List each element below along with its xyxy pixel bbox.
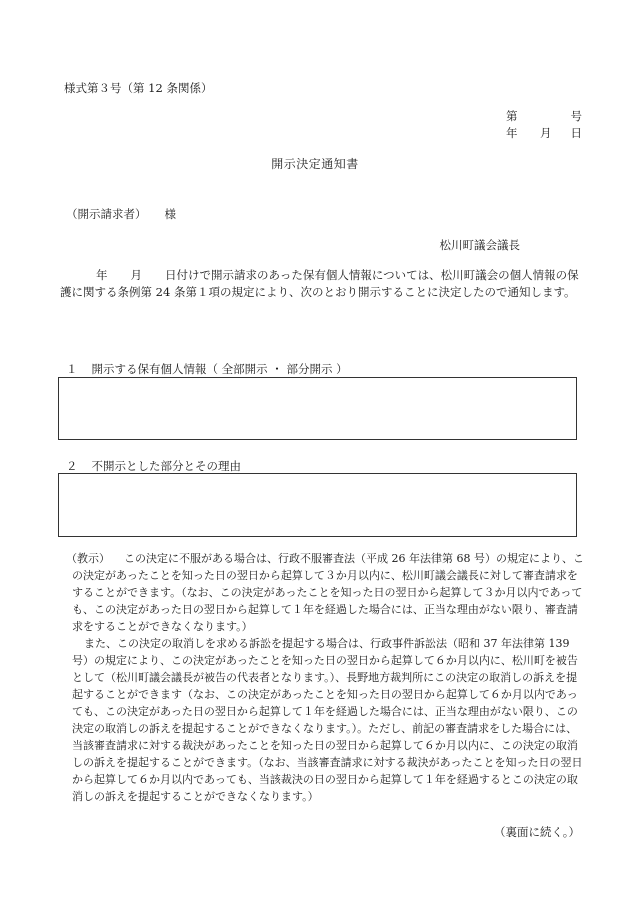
doc-number-dai: 第 xyxy=(506,109,518,123)
requester-suffix: 様 xyxy=(164,207,176,221)
section-2-label xyxy=(66,458,241,474)
date-day: 日 xyxy=(570,126,582,140)
issuer-name: 松川町議会議長 xyxy=(439,238,520,252)
notice-paragraph-2: また、この決定の取消しを求める訴訟を提起する場合は、行政事件訴訟法（昭和 37 年法律第 139 号）の規定により、この決定があったことを知った日の翌日から起算して６か月以内に、松川町を被告として（松川町議会議長が被告の代表者となります。）、長野地方裁判所にこの決定の取消しの訴えを提起することができます（なお、この決定があったことを知った日の翌日から起算して６か月以内であっても、この決定があった日の翌日から起算して１年を経過した場合には、正当な理由がない限り、この決定の取消しの訴えを提起することができなくなります。）。ただし、前記の審査請求をした場合には、当該審査請求に対する裁決があったことを知った日の翌日から起算して６か月以内に、この決定の取消しの訴えを提起することができます。（なお、当該審査請求に対する裁決があったことを知った日の翌日から起算して６か月以内であっても、当該裁決の日の翌日から起算して１年を経過するとこの決定の取消しの訴えを提起することができなくなります。） xyxy=(72,637,583,803)
body-text: 年 月 日付けで開示請求のあった保有個人情報については、松川町議会の個人情報の保護に関する条例第 24 条第１項の規定により、次のとおり開示することに決定したので通知します。 xyxy=(60,268,579,299)
notice-lead: （教示） xyxy=(66,552,110,565)
requester-line xyxy=(66,206,176,222)
document-number-line xyxy=(506,108,582,124)
section-1-text: 開示する保有個人情報（ 全部開示 ・ 部分開示 ） xyxy=(91,362,348,376)
section-1-label xyxy=(66,361,348,377)
section-2-number: ２ xyxy=(66,459,78,473)
notice-block xyxy=(62,550,584,805)
requester-label: （開示請求者） xyxy=(66,207,147,221)
date-year: 年 xyxy=(506,126,518,140)
notice-paragraph-1 xyxy=(62,550,584,635)
section-1-box xyxy=(58,377,577,440)
notice-paragraph-1-text: この決定に不服がある場合は、行政不服審査法（平成 26 年法律第 68 号）の規定により、この決定があったことを知った日の翌日から起算して３か月以内に、松川町議会議長に対して審査請求をすることができます。（なお、この決定があったことを知った日の翌日から起算して３か月以内であっても、この決定があった日の翌日から起算して１年を経過した場合には、正当な理由がない限り、審査請求をすることができなくなります。） xyxy=(72,552,584,633)
section-1-number: １ xyxy=(66,362,78,376)
date-month: 月 xyxy=(540,126,552,140)
section-2-box xyxy=(58,473,577,537)
doc-number-go: 号 xyxy=(570,109,582,123)
document-title: 開示決定通知書 xyxy=(271,157,359,171)
section-2-text: 不開示とした部分とその理由 xyxy=(91,459,241,473)
continued-note: （裏面に続く。） xyxy=(493,825,580,839)
date-line xyxy=(506,125,582,141)
form-number: 様式第３号（第 12 条関係） xyxy=(64,81,213,95)
